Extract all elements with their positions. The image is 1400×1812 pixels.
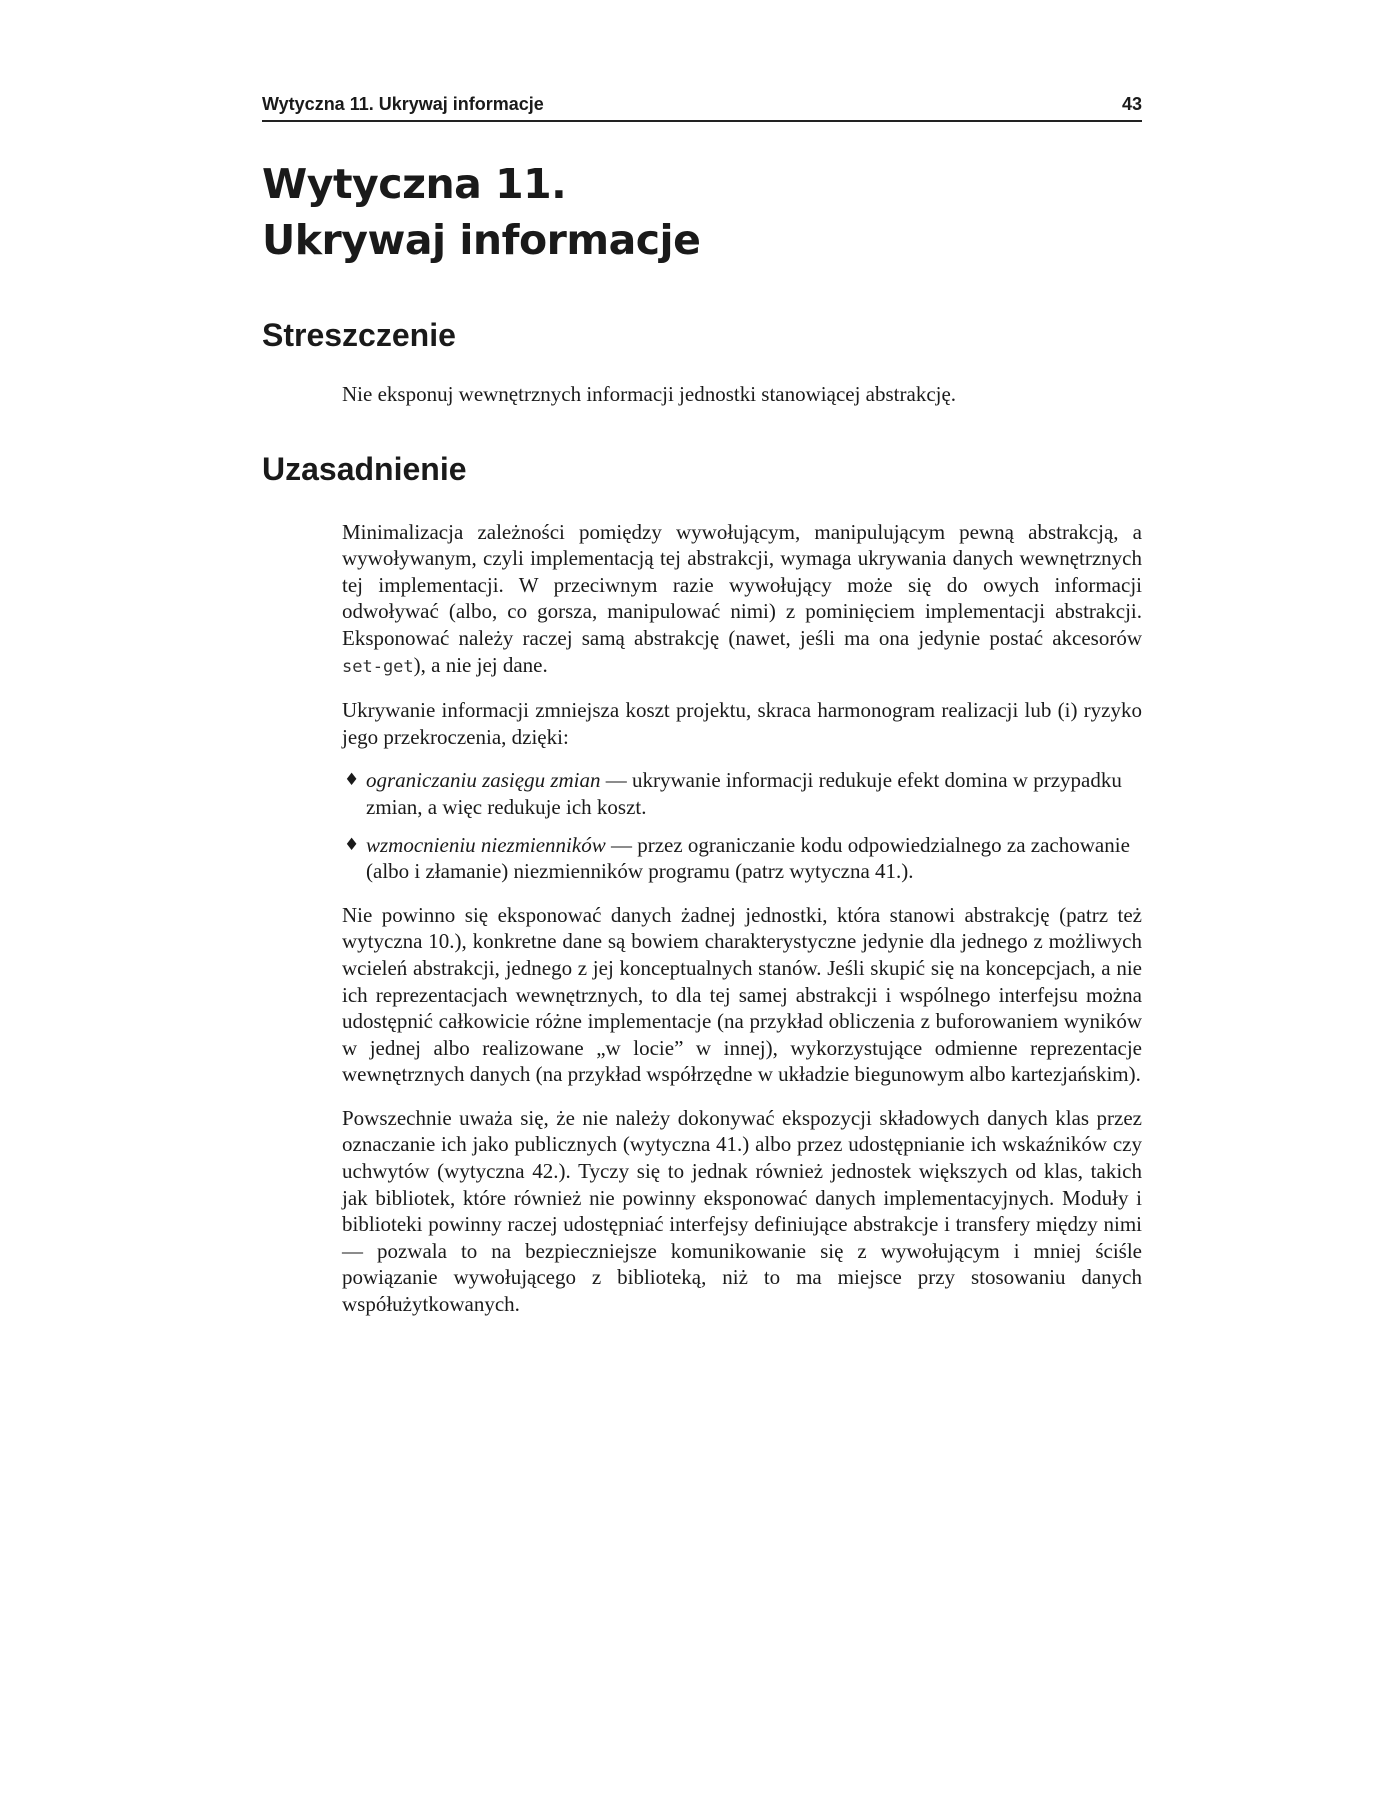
bullet-term: ograniczaniu zasięgu zmian xyxy=(366,768,601,793)
summary-heading: Streszczenie xyxy=(262,317,456,353)
chapter-title-line2: Ukrywaj informacje xyxy=(262,216,701,264)
list-item xyxy=(342,832,1142,885)
rationale-heading: Uzasadnienie xyxy=(262,450,467,487)
bullet-term: wzmocnieniu niezmienników xyxy=(366,832,606,857)
diamond-bullet-icon: ♦ xyxy=(344,834,360,855)
rationale-paragraph-3: Nie powinno się eksponować danych żadnej jednostki, która stanowi abstrakcję (patrz też wytyczna 10.), konkretne dane są bowiem charakterystyczne jedynie dla jednego z możliwych wcieleń abstrakcji, jednego z jej konceptualnych stanów. Jeśli skupić się na koncepcjach, a nie ich reprezentacjach wewnętrznych, to dla tej samej abstrakcji i wspólnego interfejsu można udostępnić całkowicie różne implementacje (na przykład obliczenia z buforowaniem wyników w jednej albo realizowane „w locie” w innej), wykorzystujące odmienne reprezentacje wewnętrznych danych (na przykład współrzędne w układzie biegunowym albo kartezjańskim). xyxy=(342,902,1142,1087)
rationale-p1-text-before-code: Minimalizacja zależności pomiędzy wywołującym, manipulującym pewną abstrakcją, a wywoływanym, czyli implementacją tej abstrakcji, wymaga ukrywania danych wewnętrznych tej implementacji. W przeciwnym razie wywołujący może się do owych informacji odwoływać (albo, co gorsza, manipulować nimi) z pominięciem implementacji abstrakcji. Eksponować należy raczej samą abstrakcję (nawet, jeśli ma ona jedynie postać akcesorów xyxy=(342,519,1142,650)
benefits-list xyxy=(342,767,1142,884)
diamond-bullet-icon: ♦ xyxy=(344,770,360,791)
summary-text: Nie eksponuj wewnętrznych informacji jednostki stanowiącej abstrakcję. xyxy=(342,382,957,406)
inline-code-set-get: set-get xyxy=(342,656,414,677)
chapter-title xyxy=(262,156,1142,268)
summary-section xyxy=(342,381,1142,408)
rationale-paragraph-4: Powszechnie uważa się, że nie należy dokonywać ekspozycji składowych danych klas przez oznaczanie ich jako publicznych (wytyczna 41.) albo przez udostępnianie ich wskaźników czy uchwytów (wytyczna 42.). Tyczy się to jednak również jednostek większych od klas, takich jak bibliotek, które również nie powinny eksponować danych implementacyjnych. Moduły i biblioteki powinny raczej udostępniać interfejsy definiujące abstrakcje i transfery między nimi — pozwala to na bezpieczniejsze komunikowanie się z wywołującym i mniej ściśle powiązanie wywołującego z biblioteką, niż to ma miejsce przy stosowaniu danych współużytkowanych. xyxy=(342,1105,1142,1317)
book-page xyxy=(262,94,1142,1318)
chapter-title-line1: Wytyczna 11. xyxy=(262,160,567,208)
bullet-text: — przez ograniczanie kodu odpowiedzialnego za zachowanie (albo i złamanie) niezmienników programu (patrz wytyczna 41.). xyxy=(366,832,1130,884)
running-header-title: Wytyczna 11. Ukrywaj informacje xyxy=(262,94,544,114)
page-number: 43 xyxy=(1121,94,1142,114)
running-header xyxy=(262,94,1142,122)
bullet-text: — ukrywanie informacji redukuje efekt domina w przypadku zmian, a więc redukuje ich koszt. xyxy=(366,768,1122,819)
rationale-paragraph-1 xyxy=(342,519,1142,681)
rationale-paragraph-2: Ukrywanie informacji zmniejsza koszt projektu, skraca harmonogram realizacji lub (i) ryzyko jego przekroczenia, dzięki: xyxy=(342,698,1142,749)
list-item xyxy=(342,767,1142,820)
rationale-p1-text-after-code: ), a nie jej dane. xyxy=(413,652,548,677)
rationale-section xyxy=(342,519,1142,1318)
